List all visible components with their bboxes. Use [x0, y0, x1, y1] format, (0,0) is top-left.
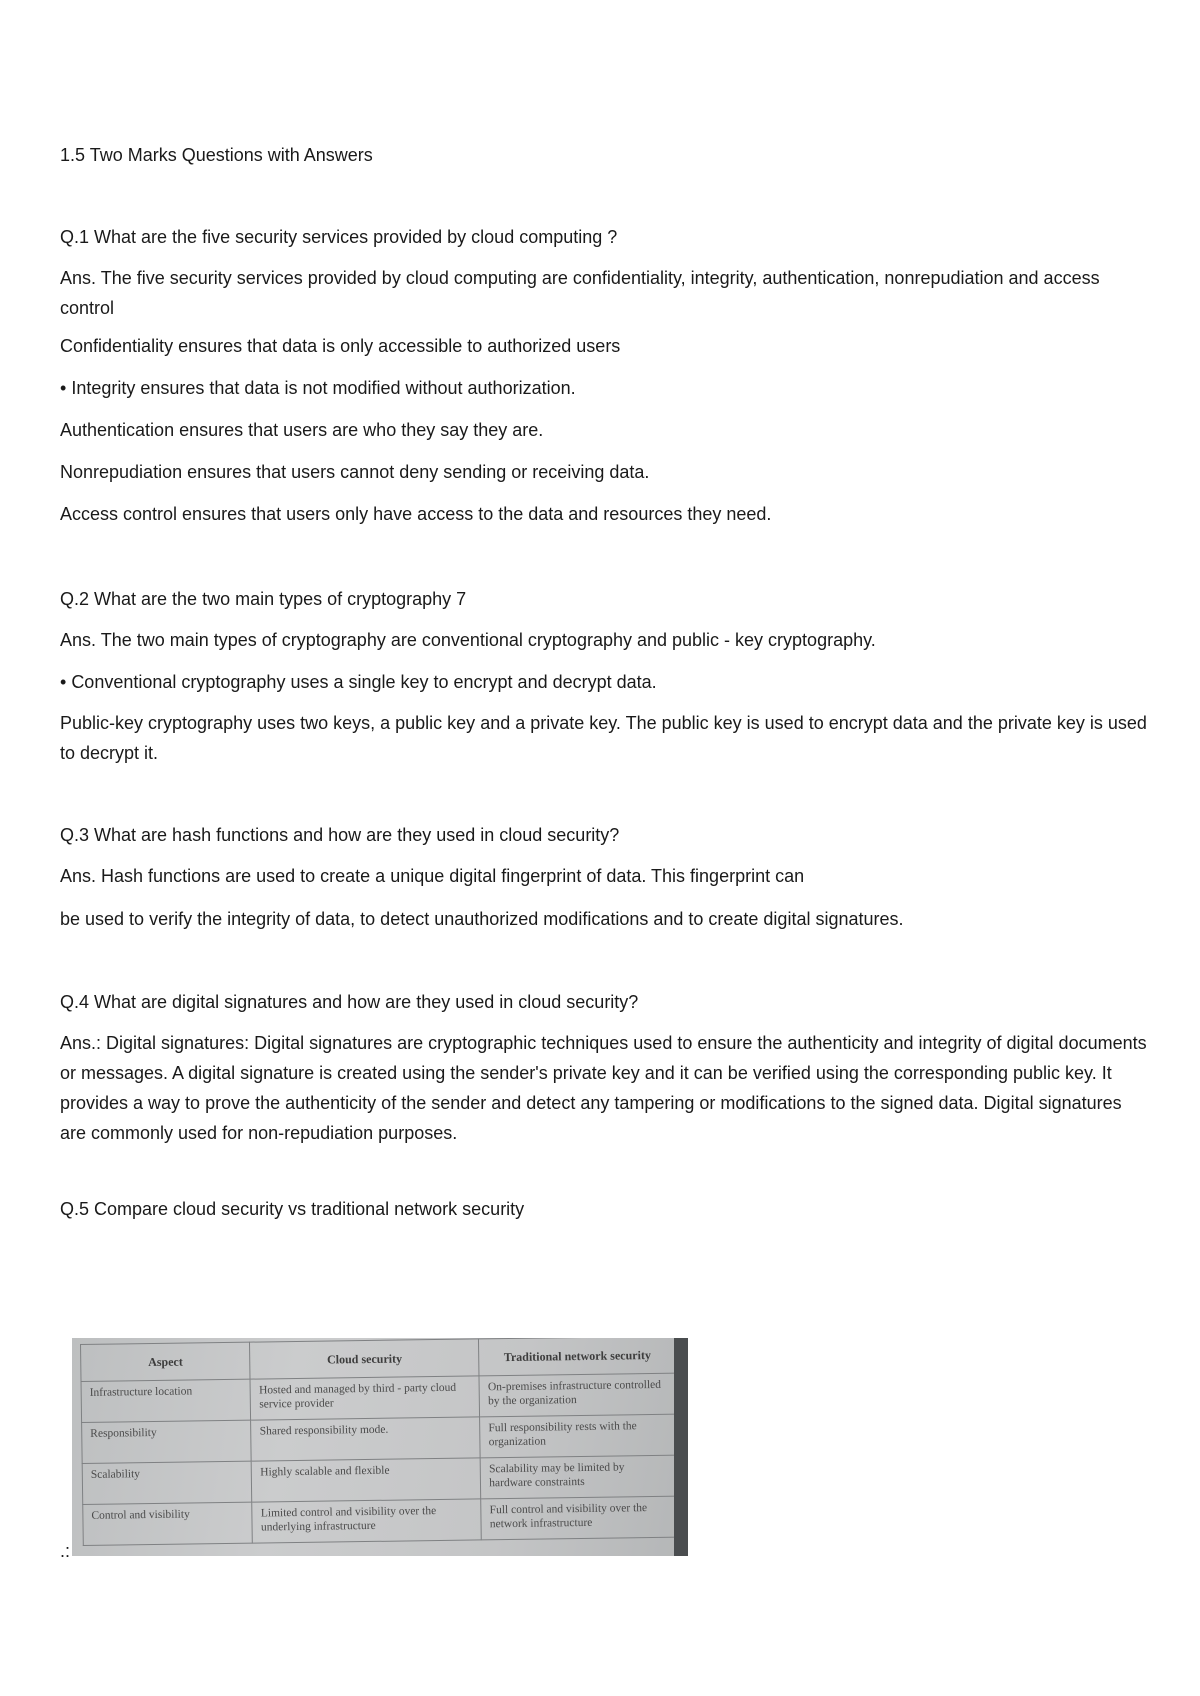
q5-question: Q.5 Compare cloud security vs traditional network security [60, 1199, 525, 1219]
comparison-table [80, 1338, 679, 1546]
table-cell: On-premises infrastructure controlled by the organization [479, 1373, 676, 1417]
q1-question: Q.1 What are the five security services provided by cloud computing ? [60, 227, 618, 247]
table-cell: Scalability [82, 1461, 252, 1504]
table-cell: Responsibility [82, 1420, 252, 1463]
q2-point-public-key: Public-key cryptography uses two keys, a public key and a private key. The public key is used to encrypt data and the private key is used to decrypt it. [60, 713, 1147, 763]
q3-answer-line2: be used to verify the integrity of data, to detect unauthorized modifications and to create digital signatures. [60, 909, 904, 929]
table-header: Aspect [81, 1342, 251, 1381]
table-header: Traditional network security [479, 1338, 676, 1376]
table-cell: Shared responsibility mode. [251, 1417, 480, 1461]
table-cell: Full control and visibility over the network infrastructure [481, 1496, 678, 1540]
q2-question: Q.2 What are the two main types of cryptography 7 [60, 589, 467, 609]
table-cell: Scalability may be limited by hardware constraints [480, 1455, 677, 1499]
table-cell: Full responsibility rests with the organization [480, 1414, 677, 1458]
table-cell: Infrastructure location [81, 1379, 251, 1422]
q1-point-confidentiality: Confidentiality ensures that data is only accessible to authorized users [60, 336, 621, 356]
table-cell: Control and visibility [83, 1502, 253, 1545]
trailing-mark: .: [60, 1541, 71, 1561]
photo-dark-edge [674, 1338, 688, 1556]
q1-point-authentication: Authentication ensures that users are who they say they are. [60, 420, 544, 440]
q1-point-access-control: Access control ensures that users only have access to the data and resources they need. [60, 504, 772, 524]
q4-question: Q.4 What are digital signatures and how are they used in cloud security? [60, 992, 639, 1012]
table-cell: Highly scalable and flexible [252, 1458, 481, 1502]
section-heading: 1.5 Two Marks Questions with Answers [60, 145, 373, 165]
q3-question: Q.3 What are hash functions and how are they used in cloud security? [60, 825, 620, 845]
table-cell: Limited control and visibility over the underlying infrastructure [252, 1499, 481, 1543]
table-header: Cloud security [250, 1339, 479, 1379]
q2-point-conventional: • Conventional cryptography uses a single key to encrypt and decrypt data. [60, 667, 1150, 697]
q2-answer: Ans. The two main types of cryptography are conventional cryptography and public - key cryptography. [60, 630, 876, 650]
table-row [83, 1496, 679, 1545]
table-cell: Hosted and managed by third - party cloud service provider [250, 1376, 479, 1420]
q1-point-nonrepudiation: Nonrepudiation ensures that users cannot deny sending or receiving data. [60, 462, 650, 482]
comparison-table-photo [72, 1338, 688, 1556]
q1-point-integrity: • Integrity ensures that data is not modified without authorization. [60, 373, 1150, 403]
q1-answer: Ans. The five security services provided by cloud computing are confidentiality, integrity, authentication, nonrepudiation and access control [60, 268, 1100, 318]
q4-answer: Ans.: Digital signatures: Digital signatures are cryptographic techniques used to ensure the authenticity and integrity of digital documents or messages. A digital signature is created using the sender's private key and it can be verified using the corresponding public key. It provides a way to prove the authenticity of the sender and detect any tampering or modifications to the signed data. Digital signatures are commonly used for non-repudiation purposes. [60, 1033, 1147, 1143]
q3-answer-line1: Ans. Hash functions are used to create a unique digital fingerprint of data. This fingerprint can [60, 866, 805, 886]
